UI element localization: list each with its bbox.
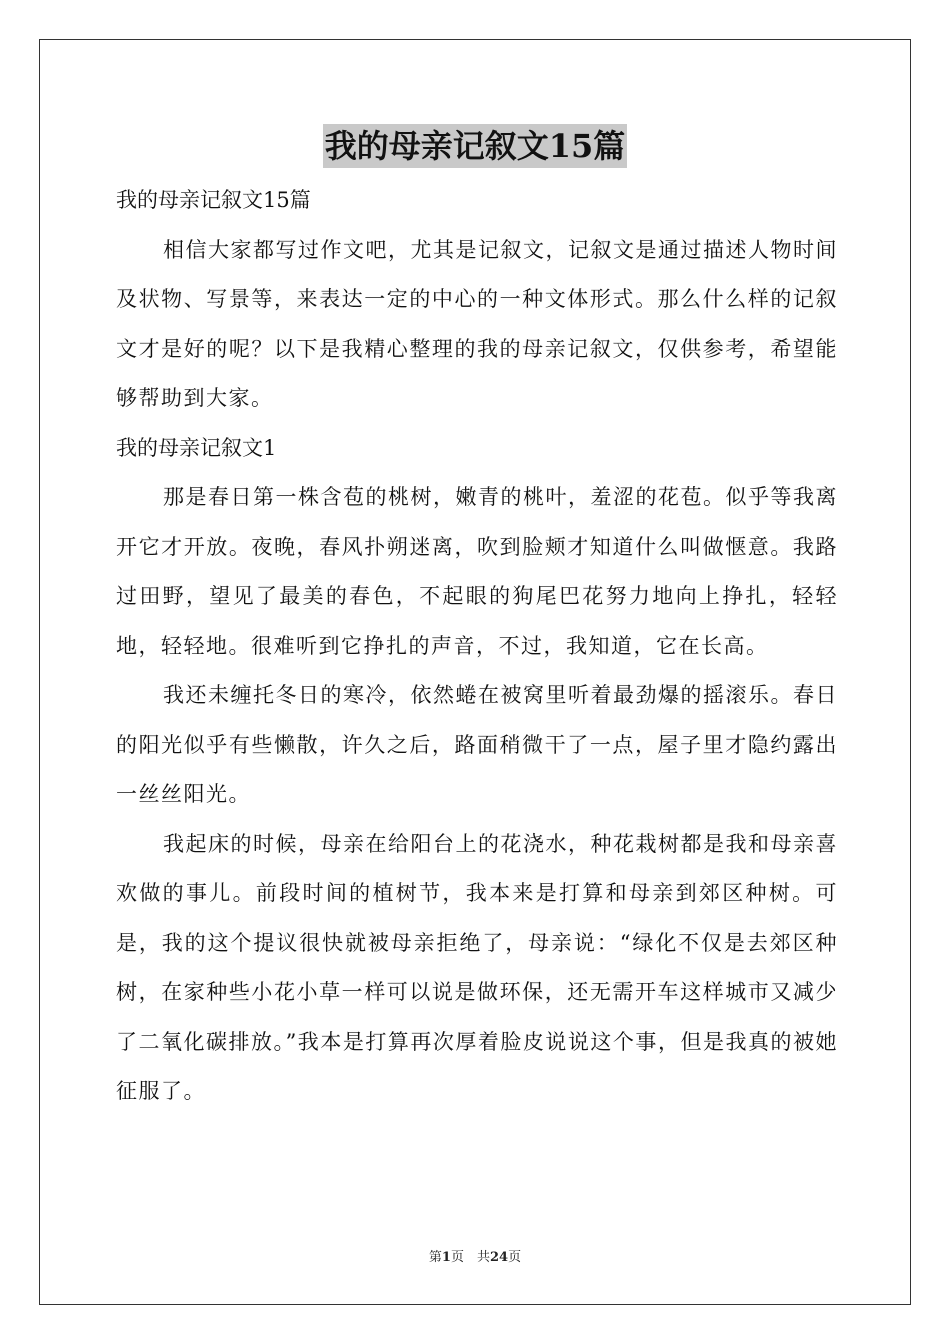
- document-subtitle: 我的母亲记叙文15篇: [116, 188, 311, 212]
- body-paragraph: 那是春日第一株含苞的桃树，嫩青的桃叶，羞涩的花苞。似乎等我离开它才开放。夜晚，春风扑朔迷离，吹到脸颊才知道什么叫做惬意。我路过田野，望见了最美的春色，不起眼的狗尾巴花努力地向上挣扎，轻轻地，轻轻地。很难听到它挣扎的声音，不过，我知道，它在长高。: [116, 485, 838, 658]
- body-paragraph: 我还未缠托冬日的寒冷，依然蜷在被窝里听着最劲爆的摇滚乐。春日的阳光似乎有些懒散，许久之后，路面稍微干了一点，屋子里才隐约露出一丝丝阳光。: [116, 683, 838, 806]
- page-total: 24: [489, 1250, 509, 1265]
- page-current: 1: [441, 1250, 451, 1265]
- section-heading: 我的母亲记叙文1: [116, 435, 277, 460]
- page-prefix: 第: [428, 1250, 442, 1265]
- body-paragraph: 我起床的时候，母亲在给阳台上的花浇水，种花栽树都是我和母亲喜欢做的事儿。前段时间的植树节，我本来是打算和母亲到郊区种树。可是，我的这个提议很快就被母亲拒绝了，母亲说：“绿化不仅是去郊区种树，在家种些小花小草一样可以说是做环保，还无需开车这样城市又减少了二氧化碳排放。”我本是打算再次厚着脸皮说说这个事，但是我真的被她征服了。: [116, 831, 838, 1103]
- document-title: 我的母亲记叙文15篇: [323, 124, 628, 168]
- document-body: [116, 176, 838, 1117]
- page-suffix: 页: [508, 1250, 522, 1265]
- title-area: [0, 124, 950, 168]
- intro-paragraph: 相信大家都写过作文吧，尤其是记叙文，记叙文是通过描述人物时间及状物、写景等，来表达一定的中心的一种文体形式。那么什么样的记叙文才是好的呢？以下是我精心整理的我的母亲记叙文，仅供参考，希望能够帮助到大家。: [116, 237, 838, 410]
- page-footer: [0, 1246, 950, 1265]
- page-mid: 页 共: [450, 1250, 490, 1265]
